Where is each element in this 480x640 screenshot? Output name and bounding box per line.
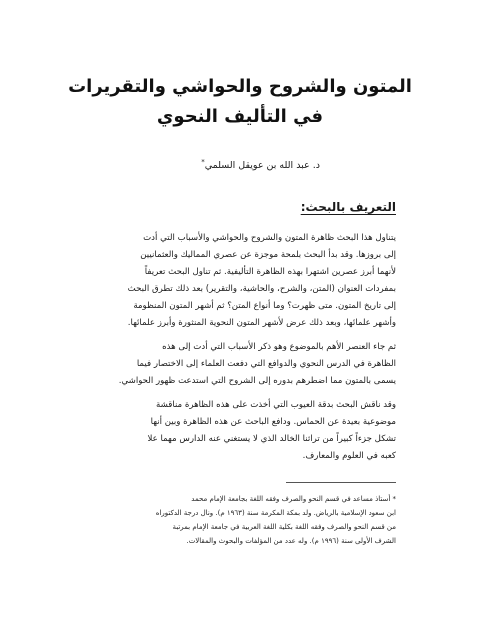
footnote-line: الشرف الأولى سنة (١٩٩٦ م). وله عدد من المؤلفات والبحوث والمقالات. (186, 537, 396, 545)
text-line: وأشهر علمائها، وبعد ذلك عرض لأشهر المتون النحوية المنثورة وأبرز علمائها. (127, 318, 396, 328)
paragraph-3 (80, 397, 396, 465)
footnote-line: من قسم النحو والصرف وفقه اللغة بكلية اللغة العربية في جامعة الإمام بمرتبة (172, 523, 396, 531)
paragraph-2 (80, 339, 396, 390)
title-line-1: المتون والشروح والحواشي والتقريرات (68, 76, 412, 97)
text-line: يسمى بالمتون مما اضطرهم بدوره إلى الشروح التي استدعت ظهور الحواشي. (118, 376, 396, 386)
abstract-body (80, 230, 396, 472)
text-line: لأنهما أبرز عصرين اشتهرا بهذه الظاهرة التأليفية. ثم تناول البحث تعريفاً (144, 267, 396, 277)
text-line: وقد ناقش البحث بدقة العيوب التي أخذت على هذه الظاهرة مناقشة (155, 400, 396, 410)
text-line: يتناول هذا البحث ظاهرة المتون والشروح والحواشي والأسباب التي أدت (143, 233, 396, 243)
footnote-divider (286, 482, 396, 483)
paragraph-1 (80, 230, 396, 332)
paper-title (60, 72, 420, 132)
title-line-2: في التأليف النحوي (156, 106, 324, 127)
text-line: الظاهرة في الدرس النحوي والدوافع التي دفعت العلماء إلى الاختصار فيما (136, 359, 396, 369)
footnote-line: * أستاذ مساعد في قسم النحو والصرف وفقه اللغة بجامعة الإمام محمد (191, 495, 396, 503)
text-line: كعبه في العلوم والمعارف. (302, 451, 396, 461)
text-line: ثم جاء العنصر الأهم بالموضوع وهو ذكر الأسباب التي أدت إلى هذه (162, 342, 396, 352)
footnote (80, 492, 396, 548)
text-line: تشكل جزءاً كبيراً من تراثنا الخالد الذي لا يستغني عنه الدارس مهما علا (147, 434, 396, 444)
author-name: د. عبد الله بن عويقل السلمي (204, 160, 320, 172)
text-line: موضوعية بعيدة عن الحماس. ودافع الباحث عن هذه الظاهرة وبين أنها (150, 417, 396, 427)
section-heading: التعريف بالبحث: (300, 200, 396, 214)
text-line: إلى بروزها. وقد بدأ البحث بلمحة موجزة عن عصري المماليك والعثمانيين (140, 250, 396, 260)
author-byline (199, 158, 320, 171)
footnote-line: ابن سعود الإسلامية بالرياض. ولد بمكة المكرمة سنة (١٩٦٣ م). ونال درجة الدكتوراه (155, 509, 396, 517)
text-line: بمفردات العنوان (المتن، والشرح، والحاشية، والتقرير) بعد ذلك تطرق البحث (127, 284, 396, 294)
text-line: إلى تاريخ المتون. متى ظهرت؟ وما أنواع المتن؟ ثم أشهر المتون المنظومة (133, 301, 396, 311)
author-footnote-marker: * (201, 158, 205, 166)
